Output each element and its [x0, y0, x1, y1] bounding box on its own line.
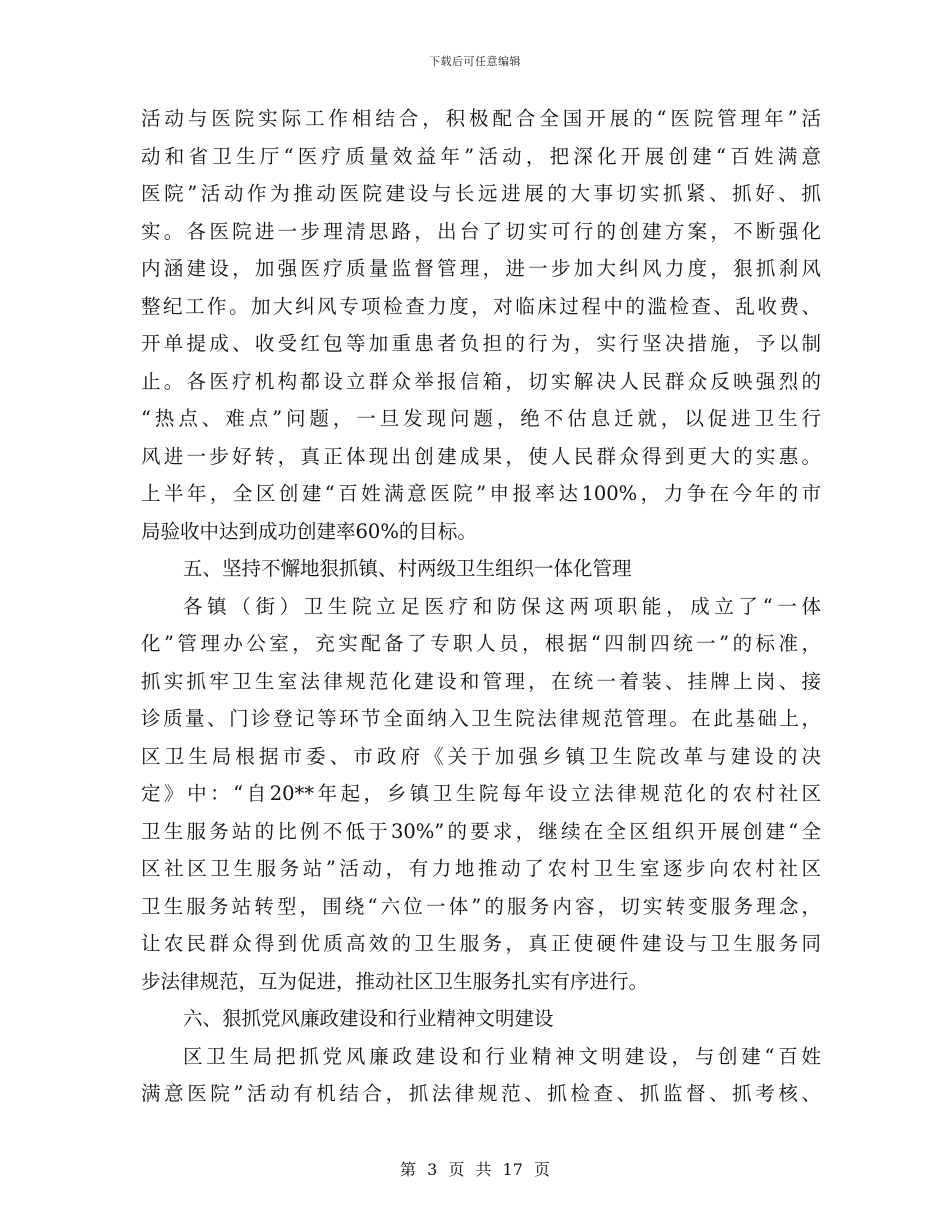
- text-line: “热点、难点”问题，一旦发现问题，绝不估息迁就，以促进卫生行: [141, 407, 821, 430]
- text-line: 止。各医疗机构都设立群众举报信箱，切实解决人民群众反映强烈的: [141, 369, 821, 393]
- text-line: 局验收中达到成功创建率60%的目标。: [141, 519, 477, 543]
- text-line: 实。各医院进一步理清思路，出台了切实可行的创建方案，不断强化: [141, 219, 821, 243]
- text-line: 开单提成、收受红包等加重患者负担的行为，实行坚决措施，予以制: [141, 332, 821, 355]
- text-line: 区卫生局把抓党风廉政建设和行业精神文明建设，与创建“百姓: [183, 1044, 821, 1068]
- text-line: 五、坚持不懈地狠抓镇、村两级卫生组织一体化管理: [183, 557, 632, 580]
- text-line: 医院”活动作为推动医院建设与长远进展的大事切实抓紧、抓好、抓: [141, 182, 821, 205]
- text-line: 区卫生局根据市委、市政府《关于加强乡镇卫生院改革与建设的决: [141, 744, 821, 768]
- text-line: 内涵建设，加强医疗质量监督管理，进一步加大纠风力度，狠抓刹风: [141, 257, 821, 280]
- page-footer: 第 3 页 共 17 页: [400, 1160, 550, 1179]
- text-line: 六、狠抓党风廉政建设和行业精神文明建设: [183, 1007, 554, 1030]
- page-header: 下载后可任意编辑: [429, 55, 521, 68]
- text-line: 诊质量、门诊登记等环节全面纳入卫生院法律规范管理。在此基础上，: [141, 707, 821, 730]
- text-line: 抓实抓牢卫生室法律规范化建设和管理，在统一着装、挂牌上岗、接: [141, 669, 821, 693]
- document-body: [141, 100, 821, 1113]
- text-line: 动和省卫生厅“医疗质量效益年”活动，把深化开展创建“百姓满意: [141, 144, 821, 168]
- text-line: 各镇（街）卫生院立足医疗和防保这两项职能，成立了“一体: [183, 594, 821, 618]
- text-line: 步法律规范，互为促进，推动社区卫生服务扎实有序进行。: [141, 969, 649, 993]
- text-line: 满意医院”活动有机结合，抓法律规范、抓检查、抓监督、抓考核、: [141, 1082, 821, 1105]
- text-line: 定》中：“自20**年起，乡镇卫生院每年设立法律规范化的农村社区: [141, 782, 821, 805]
- text-line: 风进一步好转，真正体现出创建成果，使人民群众得到更大的实惠。: [141, 444, 821, 468]
- text-line: 活动与医院实际工作相结合，积极配合全国开展的“医院管理年”活: [141, 107, 821, 130]
- text-line: 卫生服务站的比例不低于30%”的要求，继续在全区组织开展创建“全: [141, 819, 821, 843]
- text-line: 化”管理办公室，充实配备了专职人员，根据“四制四统一”的标准，: [141, 632, 821, 655]
- text-line: 卫生服务站转型，围绕“六位一体”的服务内容，切实转变服务理念，: [141, 894, 821, 918]
- text-line: 整纪工作。加大纠风专项检查力度，对临床过程中的滥检查、乱收费、: [141, 294, 821, 318]
- text-line: 上半年，全区创建“百姓满意医院”申报率达100%，力争在今年的市: [141, 482, 821, 505]
- text-line: 让农民群众得到优质高效的卫生服务，真正使硬件建设与卫生服务同: [141, 932, 821, 955]
- text-line: 区社区卫生服务站”活动，有力地推动了农村卫生室逐步向农村社区: [141, 857, 821, 880]
